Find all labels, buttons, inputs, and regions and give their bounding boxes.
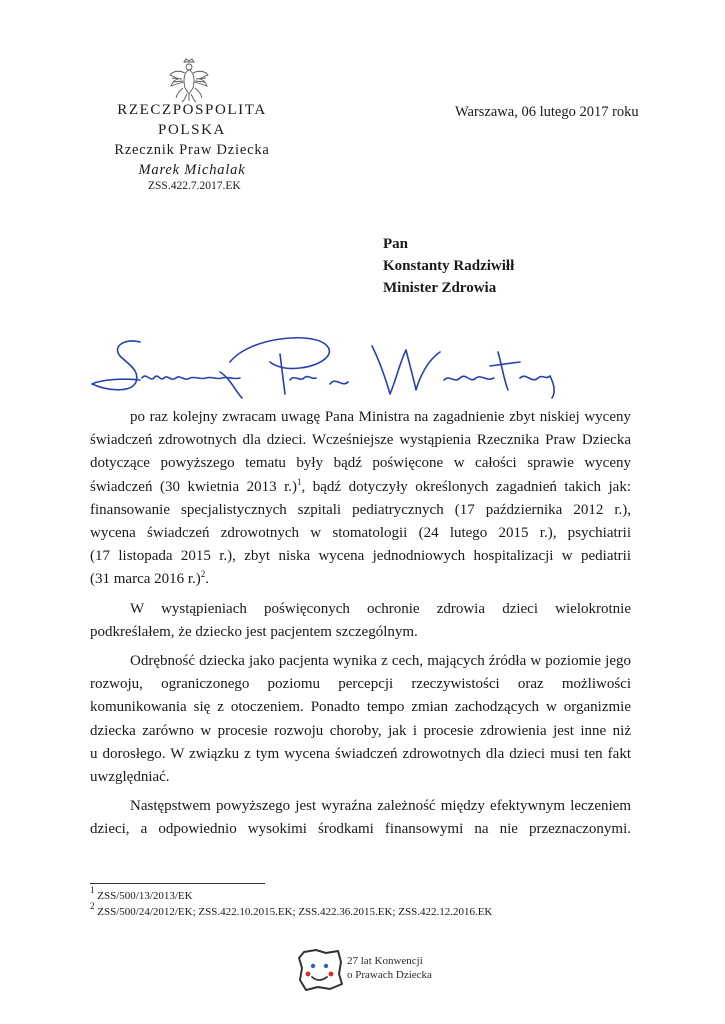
text-line: świadczeń zdrowotnych dla dzieci. Wcześniejsze wystąpienia Rzecznika Praw Dziecka [90,432,631,449]
text-line: Odrębność dziecka jako pacjenta wynika z cech, mających źródła w poziomie jego [130,653,631,670]
text-line [90,476,631,499]
child-face-map-logo-icon [296,946,344,992]
recipient-block [383,233,514,299]
text-line: dotyczące powyższego tematu były bądź poświęcone w całości sprawie wyceny [90,455,631,472]
footnotes [90,885,493,920]
office-holder-name: Marek Michalak [138,162,246,178]
text-fragment: , bądź dotyczyły określonych zagadnień takich jak: [301,478,631,495]
footnote-2 [90,901,493,920]
text-line: uwzględniać. [90,769,170,786]
recipient-honorific: Pan [383,236,409,252]
place-and-date: Warszawa, 06 lutego 2017 roku [455,104,639,120]
text-fragment: świadczeń (30 kwietnia 2013 r.) [90,478,298,495]
sender-office-block [82,100,302,180]
office-title: Rzecznik Praw Dziecka [114,142,270,158]
footnote-text: ZSS/500/24/2012/EK; ZSS.422.10.2015.EK; ZSS.422.36.2015.EK; ZSS.422.12.2016.EK [97,906,493,918]
text-line: W wystąpieniach poświęconych ochronie zdrowia dzieci wielokrotnie [130,600,631,617]
paragraph-4 [90,795,631,841]
text-fragment: (31 marca 2016 r.) [90,571,201,588]
text-line: Następstwem powyższego jest wyraźna zależność między efektywnym leczeniem [130,798,631,815]
text-fragment: . [205,571,210,588]
text-line: rozwoju, ograniczonego poziomu percepcji rzeczywistości oraz możliwości [90,676,631,693]
footnote-mark: 1 [90,885,95,895]
handwritten-salutation-signature [80,332,560,417]
country-name: RZECZPOSPOLITA POLSKA [117,102,267,138]
footnote-ref-1: 1 [297,476,302,487]
text-line: wycena świadczeń zdrowotnych w stomatologii (24 lutego 2015 r.), psychiatrii [90,525,631,542]
text-line: dzieci, a odpowiednio wysokimi środkami finansowymi na nie przeznaczonymi. [90,821,631,838]
text-line: u dorosłego. W związku z tym wycena świadczeń zdrowotnych dla dzieci musi ten fakt [90,745,631,762]
footnote-mark: 2 [90,901,95,911]
recipient-title: Minister Zdrowia [383,280,497,296]
convention-logo-text [347,954,432,982]
logo-line-1: 27 lat Konwencji [347,955,423,967]
text-line: dziecka zarówno w procesie rozwoju choroby, jak i procesie zdrowienia jest inne niż [90,722,631,739]
polish-eagle-emblem-icon [168,58,210,104]
footnote-text: ZSS/500/13/2013/EK [97,890,193,902]
text-line: komunikowania się z otoczeniem. Ponadto tempo zmian zachodzących w organizmie [90,699,631,716]
recipient-name: Konstanty Radziwiłł [383,258,515,274]
footnote-divider [90,883,265,884]
logo-line-2: o Prawach Dziecka [347,969,432,981]
paragraph-2 [90,598,631,644]
text-line [90,568,631,591]
text-line: podkreślałem, że dziecko jest pacjentem szczególnym. [90,623,418,640]
letter-body [90,406,631,842]
reference-number: ZSS.422.7.2017.EK [148,180,241,192]
paragraph-1 [90,406,631,592]
footnote-ref-2: 2 [200,569,206,580]
text-line: finansowanie specjalistycznych szpitali pediatrycznych (17 października 2012 r.), [90,501,631,518]
footnote-1 [90,885,492,904]
paragraph-3 [90,650,631,789]
text-line: po raz kolejny zwracam uwagę Pana Ministra na zagadnienie zbyt niskiej wyceny [130,409,631,425]
text-line: (17 listopada 2015 r.), zbyt niska wycena jednodniowych hospitalizacji w pediatrii [90,548,631,565]
